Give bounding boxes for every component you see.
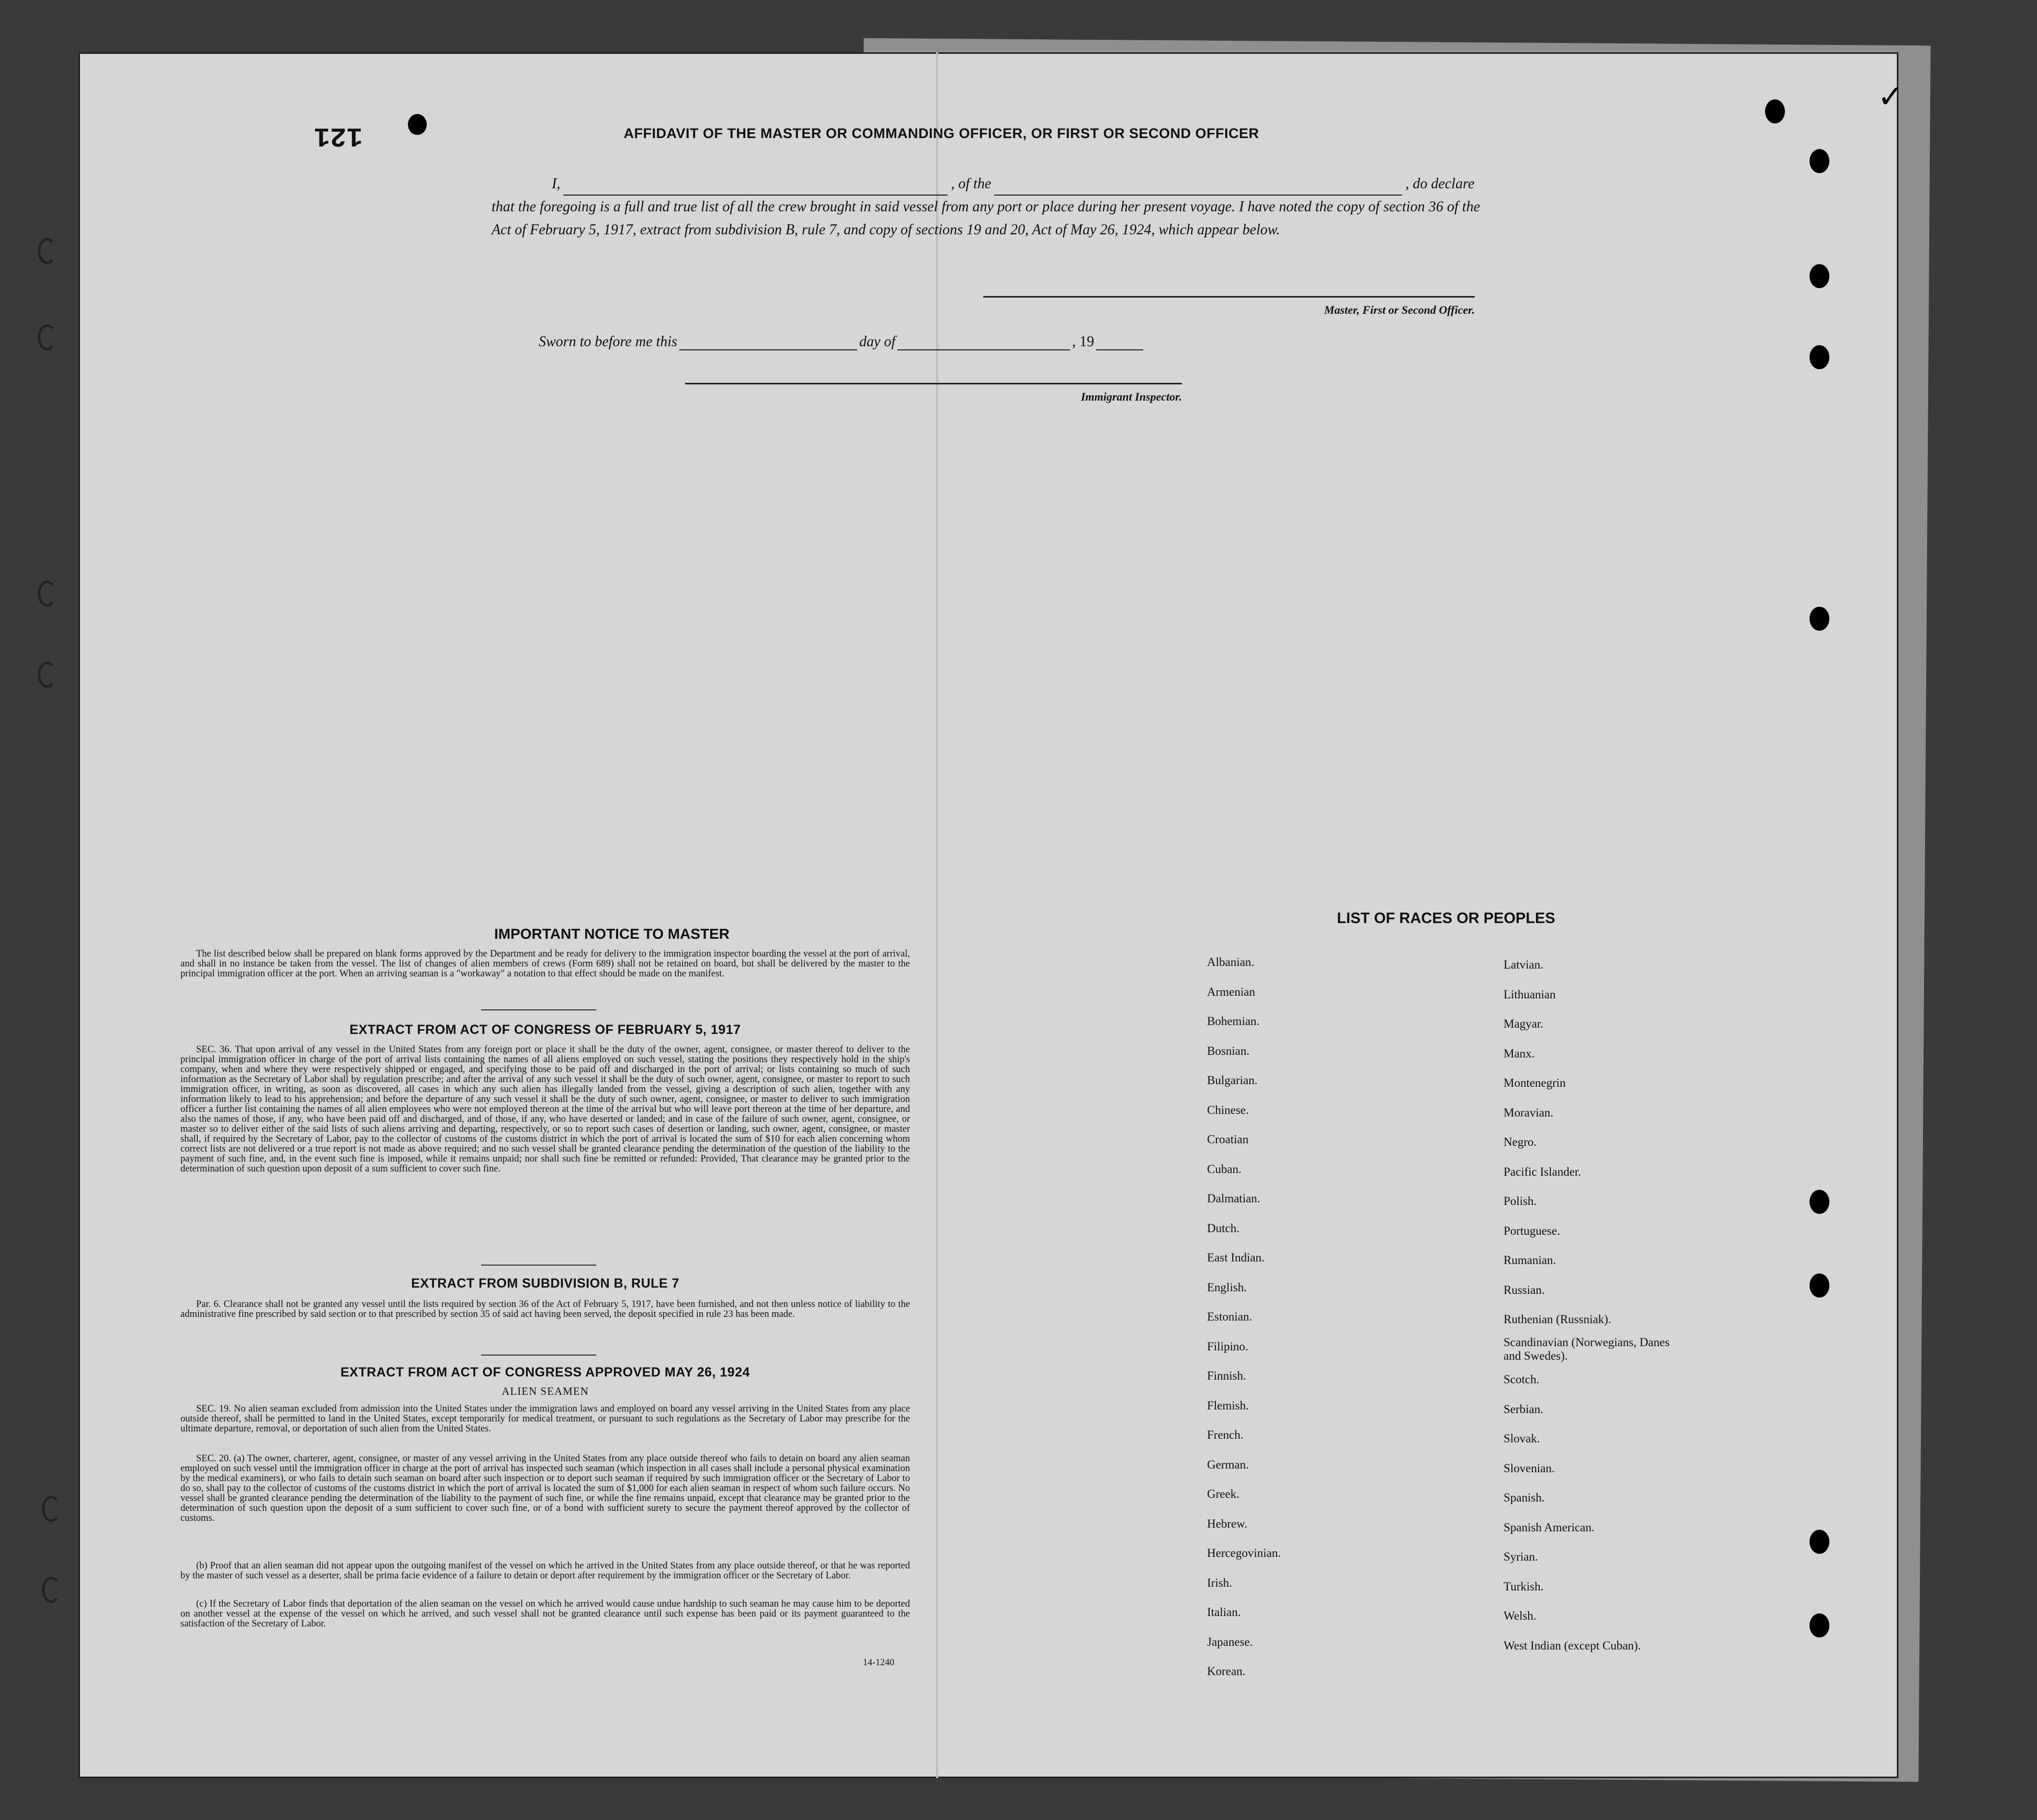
race-item: Turkish. bbox=[1504, 1579, 1544, 1593]
race-item: Montenegrin bbox=[1504, 1076, 1566, 1089]
inspector-signature-line[interactable] bbox=[685, 383, 1182, 384]
binding-ring bbox=[38, 662, 56, 688]
master-signature-caption: Master, First or Second Officer. bbox=[1324, 303, 1475, 316]
notice-body: The list described below shall be prepared on blank forms approved by the Department and be ready for delivery to the immigration inspector boarding the vessel at the port of arrival, and shall in no instance be taken from the vessel. The list of changes of alien members of crews (Form 689) shall not be retained on board, but shall be delivered by the master to the principal immigration officer at the port. When an arriving seaman is a "workaway" a notation to that effect should be made on the manifest. bbox=[180, 949, 910, 979]
sworn-day-field[interactable] bbox=[679, 338, 857, 350]
race-item: Albanian. bbox=[1207, 956, 1255, 969]
races-title: LIST OF RACES OR PEOPLES bbox=[1337, 910, 1555, 927]
ink-blot bbox=[408, 114, 427, 135]
sworn-year-label: , 19 bbox=[1072, 334, 1095, 350]
race-item: Ruthenian (Russniak). bbox=[1504, 1313, 1611, 1326]
race-item: French. bbox=[1207, 1428, 1244, 1441]
extract-1917-title: EXTRACT FROM ACT OF CONGRESS OF FEBRUARY 5, 1917 bbox=[349, 1022, 741, 1037]
race-item: West Indian (except Cuban). bbox=[1504, 1639, 1641, 1652]
declarant-name-field[interactable] bbox=[563, 181, 948, 196]
punch-hole bbox=[1810, 345, 1829, 369]
race-item: Japanese. bbox=[1207, 1635, 1253, 1648]
race-item: Finnish. bbox=[1207, 1369, 1246, 1382]
race-item: Bosnian. bbox=[1207, 1044, 1250, 1057]
inspector-signature-caption: Immigrant Inspector. bbox=[1080, 390, 1182, 403]
sec20a-text: SEC. 20. (a) The owner, charterer, agent, consignee, or master of any vessel arriving in the United States from any place outside thereof who fails to detain on board any alien seaman employed on such vessel until the immigration officer in charge at the port of arrival has inspected such seaman (which inspection in all cases shall include a personal physical examination by the medical examiners), or who fails to detain such seaman on board after such inspection or to deport such seaman if required by such immigration officer or the Secretary of Labor to do so, shall pay to the collector of customs of the customs district in which the port of arrival is located the sum of $1,000 for each alien seaman in respect of whom such failure occurs. No vessel shall be granted clearance pending the determination of the liability to the payment of such fine, or while the fine remains unpaid, except that clearance may be granted prior to the determination of such question upon the deposit of a sum sufficient to cover such fine, or of a bond with sufficient surety to secure the payment thereof approved by the collector of customs. bbox=[180, 1453, 910, 1523]
sec20c-text: (c) If the Secretary of Labor finds that deportation of the alien seaman on the vessel on which he arrived would cause undue hardship to such seaman he may cause him to be deported on another vessel at the expense of the vessel on which he arrived, and such vessel shall not be granted clearance until such expense has been paid or its payment guaranteed to the satisfaction of the Secretary of Labor. bbox=[180, 1599, 910, 1629]
race-item: Filipino. bbox=[1207, 1339, 1248, 1353]
sworn-day-label: day of bbox=[859, 334, 896, 350]
vessel-name-field[interactable] bbox=[994, 181, 1402, 196]
race-item: Italian. bbox=[1207, 1606, 1241, 1619]
punch-hole bbox=[1810, 1190, 1829, 1214]
binding-ring bbox=[42, 1577, 61, 1603]
race-item: English. bbox=[1207, 1280, 1247, 1294]
form-number: 14-1240 bbox=[863, 1657, 894, 1667]
race-item: Irish. bbox=[1207, 1576, 1232, 1589]
affidavit-body: that the foregoing is a full and true list of all the crew brought in said vessel from any port or place during her present voyage. I have noted the copy of section 36 of the Act of February 5, 1917, extract from subdivision B, rule 7, and copy of sections 19 and 20, Act of May 26, 1924, which appear below. bbox=[492, 199, 1480, 238]
declare-label: , do declare bbox=[1405, 176, 1475, 192]
page-stamp: 121 bbox=[314, 120, 363, 151]
punch-hole bbox=[1810, 149, 1829, 173]
race-item: Dalmatian. bbox=[1207, 1192, 1260, 1205]
rule7-body: Par. 6. Clearance shall not be granted any vessel until the lists required by section 36 of the Act of February 5, 1917, have been furnished, and not then unless notice of liability to the administrative fine prescribed by said section or to that prescribed by section 35 of said act having been served, the deposit specified in rule 23 has been made. bbox=[180, 1299, 910, 1320]
race-item: Spanish American. bbox=[1504, 1520, 1595, 1534]
affidavit-declaration bbox=[492, 173, 1480, 242]
race-item: Manx. bbox=[1504, 1046, 1535, 1060]
race-item: Negro. bbox=[1504, 1135, 1537, 1148]
race-item: Bohemian. bbox=[1207, 1015, 1260, 1028]
race-item: Slovenian. bbox=[1504, 1461, 1555, 1475]
race-item: Korean. bbox=[1207, 1665, 1246, 1678]
race-item: Portuguese. bbox=[1504, 1224, 1560, 1237]
punch-hole bbox=[1810, 1273, 1829, 1298]
race-item: Flemish. bbox=[1207, 1398, 1249, 1412]
race-item: Greek. bbox=[1207, 1487, 1239, 1500]
check-mark-icon: ✓ bbox=[1877, 79, 1904, 114]
sec19-text: SEC. 19. No alien seaman excluded from admission into the United States under the immigration laws and employed on board any vessel arriving in the United States from any place outside thereof, shall be permitted to land in the United States, except temporarily for medical treatment, or pursuant to such regulations as the Secretary of Labor may prescribe for the ultimate departure, removal, or deportation of such alien from the United States. bbox=[180, 1404, 910, 1434]
race-item: Magyar. bbox=[1504, 1017, 1544, 1030]
race-item: Hebrew. bbox=[1207, 1517, 1248, 1530]
declaration-line bbox=[492, 173, 1480, 196]
race-item: East Indian. bbox=[1207, 1251, 1265, 1264]
race-item: Cuban. bbox=[1207, 1162, 1242, 1176]
race-item: Pacific Islander. bbox=[1504, 1165, 1581, 1178]
punch-hole bbox=[1810, 1530, 1829, 1554]
races-left-column bbox=[1207, 948, 1281, 1687]
declarant-label: I, bbox=[552, 176, 561, 192]
binding-ring bbox=[38, 238, 56, 264]
race-item: Rumanian. bbox=[1504, 1254, 1556, 1267]
sworn-line bbox=[539, 334, 1143, 350]
race-item: Syrian. bbox=[1504, 1550, 1538, 1563]
rule7-title: EXTRACT FROM SUBDIVISION B, RULE 7 bbox=[411, 1276, 679, 1291]
punch-hole bbox=[1810, 607, 1829, 631]
affidavit-title: AFFIDAVIT OF THE MASTER OR COMMANDING OFFICER, OR FIRST OR SECOND OFFICER bbox=[623, 126, 1259, 141]
extract-1924-subtitle: ALIEN SEAMEN bbox=[502, 1385, 589, 1397]
race-item: Polish. bbox=[1504, 1195, 1537, 1208]
race-item: Hercegovinian. bbox=[1207, 1546, 1281, 1560]
race-item: Scotch. bbox=[1504, 1373, 1540, 1386]
center-fold bbox=[936, 52, 938, 1778]
sworn-prefix: Sworn to before me this bbox=[539, 334, 677, 350]
sworn-year-field[interactable] bbox=[1096, 338, 1143, 350]
race-item: German. bbox=[1207, 1458, 1249, 1471]
vessel-label: , of the bbox=[951, 176, 992, 192]
punch-hole bbox=[1765, 99, 1785, 123]
separator bbox=[481, 1265, 596, 1266]
race-item: Armenian bbox=[1207, 985, 1255, 998]
race-item: Dutch. bbox=[1207, 1221, 1239, 1235]
binding-ring bbox=[38, 324, 56, 350]
race-item: Serbian. bbox=[1504, 1402, 1544, 1416]
separator bbox=[481, 1009, 596, 1010]
race-item: Chinese. bbox=[1207, 1103, 1249, 1117]
race-item: Slovak. bbox=[1504, 1432, 1540, 1445]
race-item: Russian. bbox=[1504, 1283, 1545, 1296]
race-item: Latvian. bbox=[1504, 958, 1543, 971]
extract-1924-title: EXTRACT FROM ACT OF CONGRESS APPROVED MAY 26, 1924 bbox=[340, 1365, 750, 1380]
races-right-column bbox=[1504, 950, 1676, 1660]
binding-ring bbox=[38, 581, 56, 607]
race-item: Spanish. bbox=[1504, 1491, 1545, 1504]
race-item: Croatian bbox=[1207, 1133, 1249, 1146]
binding-ring bbox=[42, 1496, 61, 1522]
race-item: Estonian. bbox=[1207, 1310, 1253, 1323]
sworn-month-field[interactable] bbox=[897, 338, 1070, 350]
master-signature-line[interactable] bbox=[983, 296, 1475, 298]
punch-hole bbox=[1810, 1613, 1829, 1637]
race-item: Welsh. bbox=[1504, 1609, 1537, 1622]
extract-1917-body: SEC. 36. That upon arrival of any vessel in the United States from any foreign port or place it shall be the duty of the owner, agent, consignee, or master thereof to deliver to the principal immigration officer in charge of the port of arrival lists containing the names of all aliens employed on such vessel, stating the positions they respectively hold in the ship's company, when and where they were respectively shipped or engaged, and specifying those to be paid off and discharged in the port of arrival; or lists containing so much of such information as the Secretary of Labor shall by regulation prescribe; and after the arrival of any such vessel it shall be the duty of such owner, agent, consignee, or master to report to such immigration officer, in writing, as soon as discovered, all cases in which any such alien has illegally landed from the vessel, giving a description of such alien, together with any information likely to lead to his apprehension; and before the departure of any such vessel it shall be the duty of such owner, agent, consignee, or master to deliver to such immigration officer a further list containing the names of all alien employees who were not employed thereon at the time of the arrival but who will leave port thereon at the time of her departure, and also the names of those, if any, who have been paid off and discharged, and of those, if any, who have deserted or landed; and in case of the failure of such owner, agent, consignee, or master so to deliver either of the said lists of such aliens arriving and departing, respectively, or so to report such cases of desertion or landing, such owner, agent, consignee, or master shall, if required by the Secretary of Labor, pay to the collector of customs of the customs district in which the port of arrival is located the sum of $10 for each alien concerning whom correct lists are not delivered or a true report is not made as above required; and no such vessel shall be granted clearance pending the determination of the question of the liability to the payment of such fine, and, in the event such fine is imposed, while it remains unpaid; nor shall such fine be remitted or refunded: Provided, That clearance may be granted prior to the determination of such question upon deposit of a sum sufficient to cover such fine. bbox=[180, 1044, 910, 1174]
race-item: Scandinavian (Norwegians, Danes and Swedes). bbox=[1504, 1335, 1670, 1362]
punch-hole bbox=[1810, 264, 1829, 288]
race-item: Lithuanian bbox=[1504, 987, 1556, 1001]
separator bbox=[481, 1355, 596, 1356]
sec20b-text: (b) Proof that an alien seaman did not appear upon the outgoing manifest of the vessel on which he arrived in the United States from any place outside thereof, or that he was reported by the master of such vessel as a deserter, shall be prima facie evidence of a failure to detain or deport after requirement by the immigration officer or the Secretary of Labor. bbox=[180, 1561, 910, 1581]
race-item: Bulgarian. bbox=[1207, 1074, 1258, 1087]
notice-title: IMPORTANT NOTICE TO MASTER bbox=[494, 926, 730, 942]
race-item: Moravian. bbox=[1504, 1106, 1554, 1119]
